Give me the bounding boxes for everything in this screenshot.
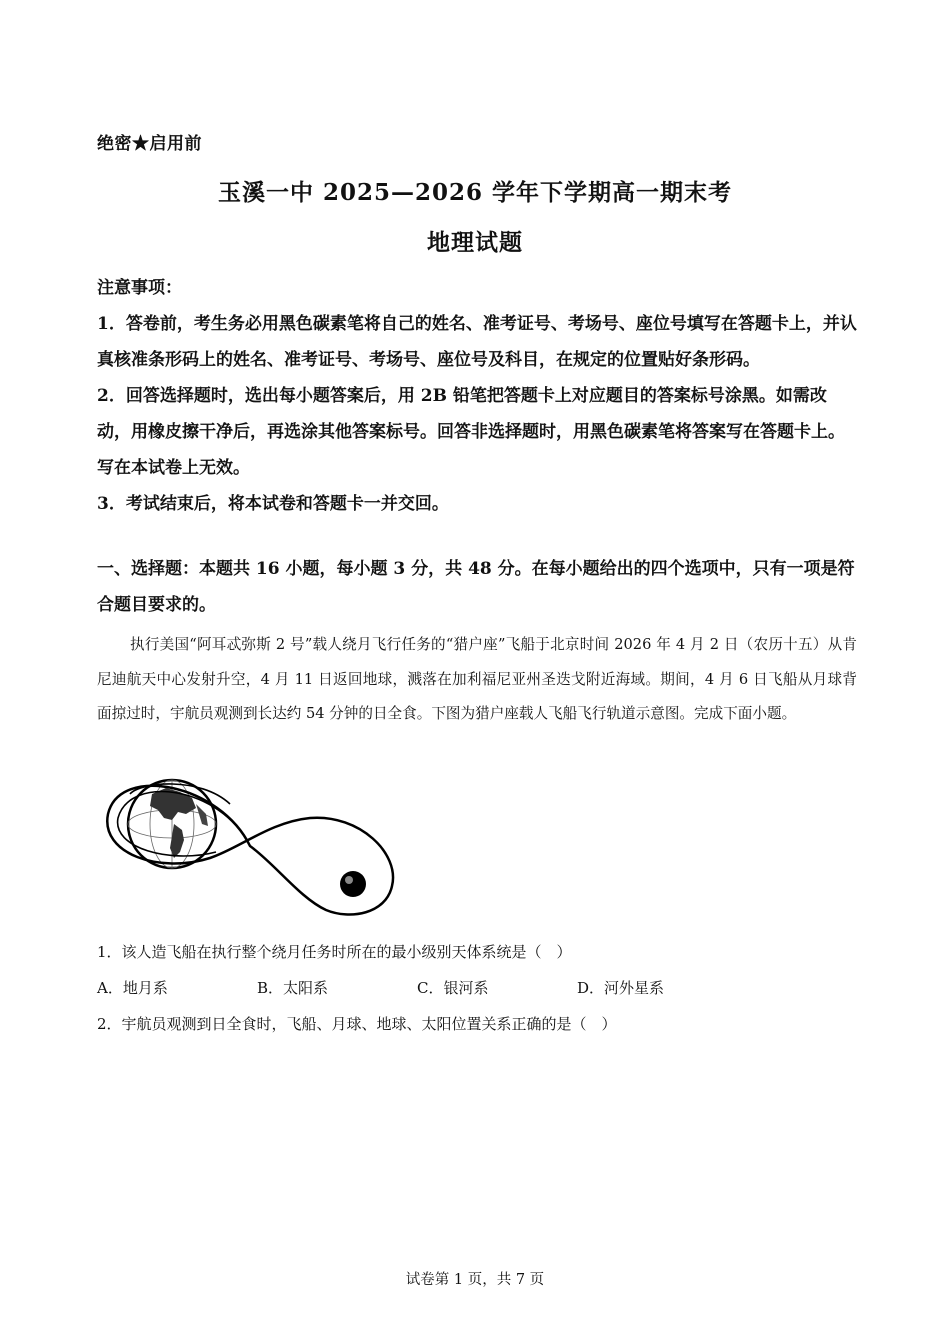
exam-title: 玉溪一中 2025—2026 学年下学期高一期末考 [217,179,733,206]
option-b[interactable]: B．太阳系 [257,979,329,997]
subject-title: 地理试题 [427,229,523,256]
orbit-diagram [100,774,410,924]
note-item-1: 1．答卷前，考生务必用黑色碳素笔将自己的姓名、准考证号、考场号、座位号填写在答题卡上，并认真核准条形码上的姓名、准考证号、考场号、座位号及科目，在规定的位置贴好条形码。 [97,314,857,370]
orbit-diagram-svg [100,774,410,924]
question-1: 1．该人造飞船在执行整个绕月任务时所在的最小级别天体系统是（ ） [97,943,572,961]
option-d[interactable]: D．河外星系 [577,979,665,997]
notes-heading: 注意事项： [97,278,182,298]
question-2: 2．宇航员观测到日全食时，飞船、月球、地球、太阳位置关系正确的是（ ） [97,1015,617,1033]
page-footer: 试卷第 1 页，共 7 页 [405,1272,545,1288]
secret-mark: 绝密★启用前 [97,134,202,154]
moon [340,871,366,897]
section-heading: 一、选择题：本题共 16 小题，每小题 3 分，共 48 分。在每小题给出的四个选项中，只有一项是符合题目要求的。 [97,559,855,615]
option-c[interactable]: C．银河系 [417,979,489,997]
option-a[interactable]: A．地月系 [97,979,168,997]
note-item-2: 2．回答选择题时，选出每小题答案后，用 2B 铅笔把答题卡上对应题目的答案标号涂黑。如需改动，用橡皮擦干净后，再选涂其他答案标号。回答非选择题时，用黑色碳素笔将答案写在答题卡上。写在本试卷上无效。 [97,386,845,478]
note-item-3: 3．考试结束后，将本试卷和答题卡一并交回。 [97,494,449,514]
notes-section [97,270,857,522]
question-1-options [97,977,797,998]
material-passage: 执行美国“阿耳忒弥斯 2 号”载人绕月飞行任务的“猎户座”飞船于北京时间 2026 年 4 月 2 日（农历十五）从肯尼迪航天中心发射升空，4 月 11 日返回地球，溅落在加利福尼亚州圣迭戈附近海域。期间，4 月 6 日飞船从月球背面掠过时，宇航员观测到长达约 54 分钟的日全食。下图为猎户座载人飞船飞行轨道示意图。完成下面小题。 [97,636,857,722]
